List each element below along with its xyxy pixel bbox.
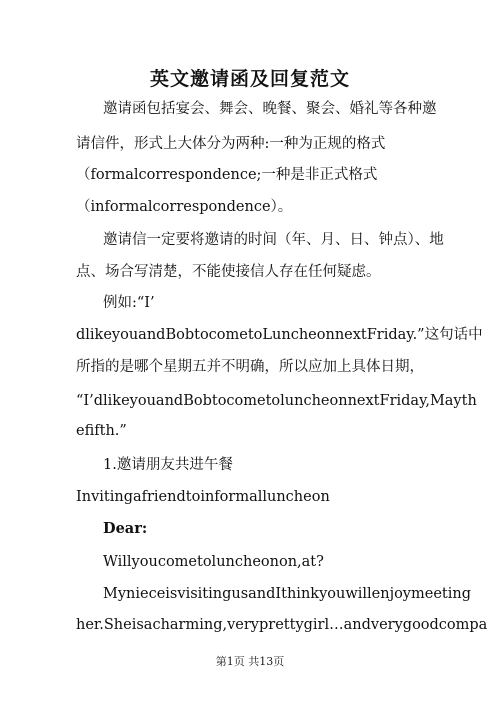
paragraph-line: Invitingafriendtoinformalluncheon xyxy=(76,489,330,505)
paragraph-line: （informalcorrespondence）。 xyxy=(76,199,293,215)
paragraph-line: efifth.” xyxy=(76,423,127,439)
paragraph-line: 邀请函包括宴会、舞会、晚餐、聚会、婚礼等各种邀 xyxy=(103,101,437,117)
paragraph-line: 请信件，形式上大体分为两种:一种为正规的格式 xyxy=(76,136,386,152)
paragraph-line: dlikeyouandBobtocometoLuncheonnextFriday.”这句话中 xyxy=(76,327,483,343)
paragraph-line: 所指的是哪个星期五并不明确，所以应加上具体日期， xyxy=(76,359,424,375)
paragraph-line: 点、场合写清楚，不能使接信人存在任何疑虑。 xyxy=(76,264,381,280)
paragraph-line: 邀请信一定要将邀请的时间（年、月、日、钟点）、地 xyxy=(103,232,444,248)
document-title: 英文邀请函及回复范文 xyxy=(149,68,350,90)
paragraph-line: Willyoucometoluncheonon,at? xyxy=(103,554,324,570)
section-heading: 1.邀请朋友共进午餐 xyxy=(103,457,233,473)
paragraph-line: MynieceisvisitingusandIthinkyouwillenjoymeeting xyxy=(103,586,471,602)
paragraph-line: her.Sheisacharming,veryprettygirl…andverygoodcompa xyxy=(76,617,488,633)
paragraph-line: （formalcorrespondence;一种是非正式格式 xyxy=(76,167,378,183)
salutation: Dear: xyxy=(103,520,148,537)
paragraph-line: “I’dlikeyouandBobtocometoluncheonnextFriday,Mayth xyxy=(76,393,477,409)
page-number: 第1页 共13页 xyxy=(215,655,285,668)
paragraph-line: 例如:“I’ xyxy=(103,295,155,311)
